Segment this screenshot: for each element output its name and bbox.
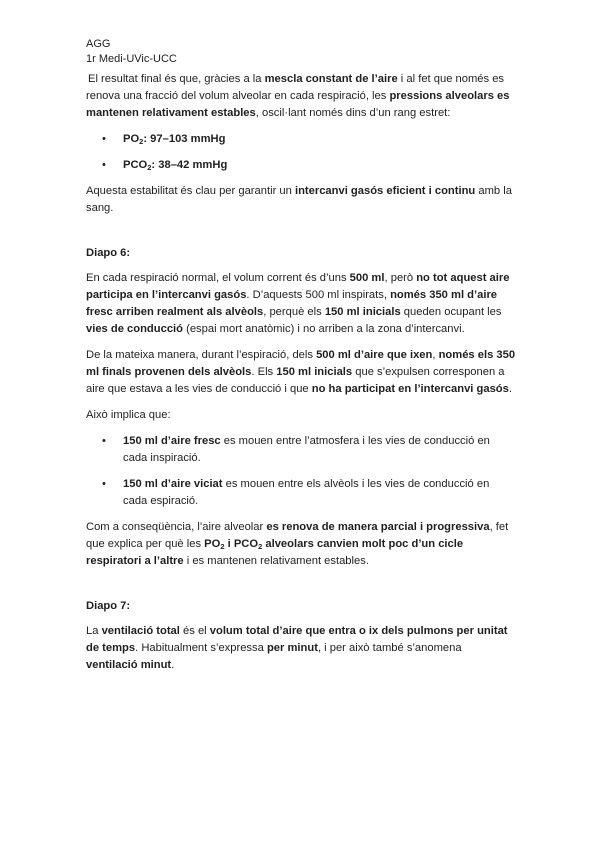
- list-item-pco2: • $PCO_2$: 38–42 mmHg: [102, 159, 228, 172]
- header-course: 1r Medi-UVic-UCC: [86, 53, 177, 65]
- heading-diapo-6: Diapo 6:: [86, 247, 131, 259]
- heading-diapo-7: Diapo 7:: [86, 600, 131, 612]
- paragraph-implies: Això implica que:: [86, 409, 171, 421]
- bullet-icon: •: [102, 478, 106, 490]
- paragraph-tidal-volume: En cada respiració normal, el volum corrent és d’uns 500 ml, però no tot aquest aire participa en l’intercanvi gasós. D’aquests 500 ml inspirats, només 350 ml d’aire fresc arriben realment als alvèols, perquè els 150 ml inicials queden ocupant les vies de conducció (espai mort anatòmic) i no arriben a la zona d’intercanvi.: [86, 272, 510, 335]
- bullet-icon: •: [102, 159, 106, 171]
- bullet-icon: •: [102, 435, 106, 447]
- paragraph-expiration: De la mateixa manera, durant l’espiració, dels 500 ml d’aire que ixen, només els 350 ml finals provenen dels alvèols. Els 150 ml inicials que s’expulsen corresponen a aire que estava a les vies de conducció i que no ha participat en l’intercanvi gasós.: [86, 349, 516, 395]
- pressure-list: [86, 131, 516, 174]
- bullet-icon: •: [102, 133, 106, 145]
- paragraph-consequence: Com a conseqüència, l’aire alveolar es renova de manera parcial i progressiva, fet que explica per què les $PO_2$ i $PCO_2$ alveolars canvien molt poc d’un cicle respiratori a l’altre i es mantenen relativament estables.: [86, 521, 509, 567]
- list-item-po2: • $PO_2$: 97–103 mmHg: [102, 133, 226, 146]
- list-item-fresh-air: • 150 ml d’aire fresc es mouen entre l’atmosfera i les vies de conducció en cada inspiració.: [102, 435, 490, 464]
- document-body: [86, 71, 516, 683]
- document-header: [86, 37, 177, 67]
- header-author: AGG: [86, 38, 111, 50]
- air-movement-list: [86, 433, 516, 510]
- list-item-stale-air: • 150 ml d’aire viciat es mouen entre els alvèols i les vies de conducció en cada espiració.: [102, 478, 490, 507]
- paragraph-total-ventilation: La ventilació total és el volum total d’aire que entra o ix dels pulmons per unitat de temps. Habitualment s’expressa per minut, i per això també s’anomena ventilació minut.: [86, 625, 508, 671]
- paragraph-stability: Aquesta estabilitat és clau per garantir un intercanvi gasós eficient i continu amb la sang.: [86, 185, 512, 214]
- paragraph-alveolar-pressures: El resultat final és que, gràcies a la mescla constant de l’aire i al fet que només es renova una fracció del volum alveolar en cada respiració, les pressions alveolars es mantenen relativament estables, oscil·lant només dins d’un rang estret:: [86, 73, 510, 119]
